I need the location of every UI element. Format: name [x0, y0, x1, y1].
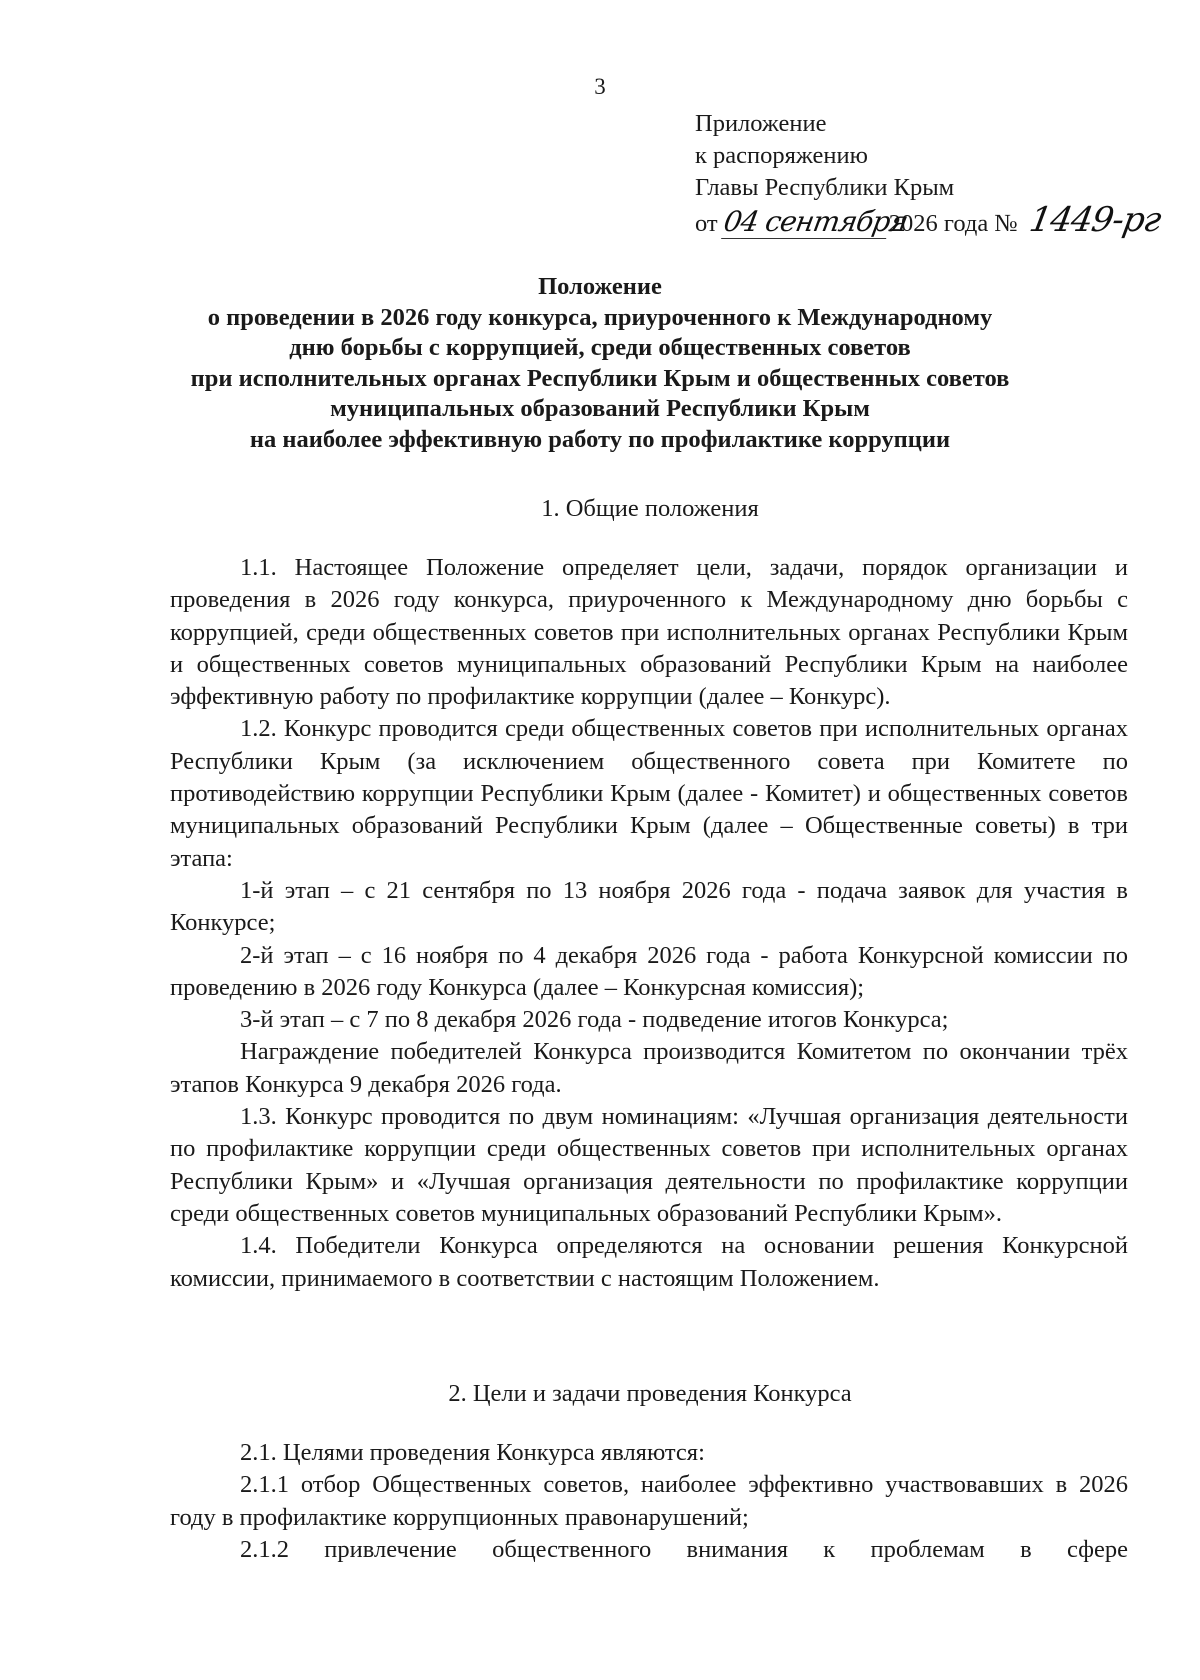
paragraph: Награждение победителей Конкурса производится Комитетом по окончании трёх этапов Конкурса 9 декабря 2026 года.	[170, 1038, 1128, 1098]
handwritten-number: 1449-рг	[1026, 200, 1164, 240]
appendix-line-1: Приложение	[695, 110, 827, 137]
paragraph: 1.1. Настоящее Положение определяет цели, задачи, порядок организации и проведения в 2026 году конкурса, приуроченного к Международному дню борьбы с коррупцией, среди общественных советов при исполнительных органах Республики Крым и общественных советов муниципальных образований Республики Крым на наиболее эффективную работу по профилактике коррупции (далее – Конкурс).	[170, 554, 1128, 711]
title-line: Положение	[538, 273, 662, 300]
title-line: дню борьбы с коррупцией, среди общественных советов	[289, 334, 911, 361]
appendix-line-3: Главы Республики Крым	[695, 174, 955, 201]
section-1-body	[170, 552, 1128, 1295]
paragraph: 1.4. Победители Конкурса определяются на основании решения Конкурсной комиссии, принимаемого в соответствии с настоящим Положением.	[170, 1232, 1128, 1292]
paragraph: 1.3. Конкурс проводится по двум номинациям: «Лучшая организация деятельности по профилактике коррупции среди общественных советов при исполнительных органах Республики Крым» и «Лучшая организация деятельности по профилактике коррупции среди общественных советов муниципальных образований Республики Крым».	[170, 1103, 1128, 1227]
appendix-date-line	[695, 200, 1164, 240]
handwritten-date: 04 сентября	[721, 205, 910, 238]
title-line: о проведении в 2026 году конкурса, приуроченного к Международному	[207, 303, 993, 331]
title-line: при исполнительных органах Республики Крым и общественных советов	[190, 364, 1010, 392]
section-1-heading: 1. Общие положения	[541, 495, 759, 522]
appendix-line-2: к распоряжению	[695, 142, 868, 169]
paragraph: 1.2. Конкурс проводится среди общественных советов при исполнительных органах Республики Крым (за исключением общественного совета при Комитете по противодействию коррупции Республики Крым (далее - Комитет) и общественных советов муниципальных образований Республики Крым (далее – Общественные советы) в три этапа:	[170, 715, 1128, 872]
paragraph: 1-й этап – с 21 сентября по 13 ноября 2026 года - подача заявок для участия в Конкурсе;	[170, 876, 1128, 937]
title-line: муниципальных образований Республики Крым	[330, 395, 870, 422]
paragraph: 2.1. Целями проведения Конкурса являются:	[240, 1439, 705, 1466]
paragraph: 2.1.1 отбор Общественных советов, наиболее эффективно участвовавших в 2026 году в профилактике коррупционных правонарушений;	[170, 1471, 1128, 1531]
title-line: на наиболее эффективную работу по профилактике коррупции	[249, 425, 951, 453]
date-prefix: от	[695, 210, 718, 237]
document-title	[0, 272, 1200, 455]
paragraph: 2.1.2 привлечение общественного внимания к проблемам в сфере	[240, 1535, 1128, 1563]
paragraph: 3-й этап – с 7 по 8 декабря 2026 года - подведение итогов Конкурса;	[240, 1006, 949, 1034]
paragraph: 2-й этап – с 16 ноября по 4 декабря 2026 года - работа Конкурсной комиссии по проведению в 2026 году Конкурса (далее – Конкурсная комиссия);	[170, 941, 1128, 1001]
page-number: 3	[594, 74, 606, 99]
section-2-heading: 2. Цели и задачи проведения Конкурса	[448, 1380, 852, 1407]
date-suffix: 2026 года №	[888, 210, 1018, 237]
section-2-body	[170, 1437, 1128, 1566]
appendix-block	[695, 108, 1164, 240]
